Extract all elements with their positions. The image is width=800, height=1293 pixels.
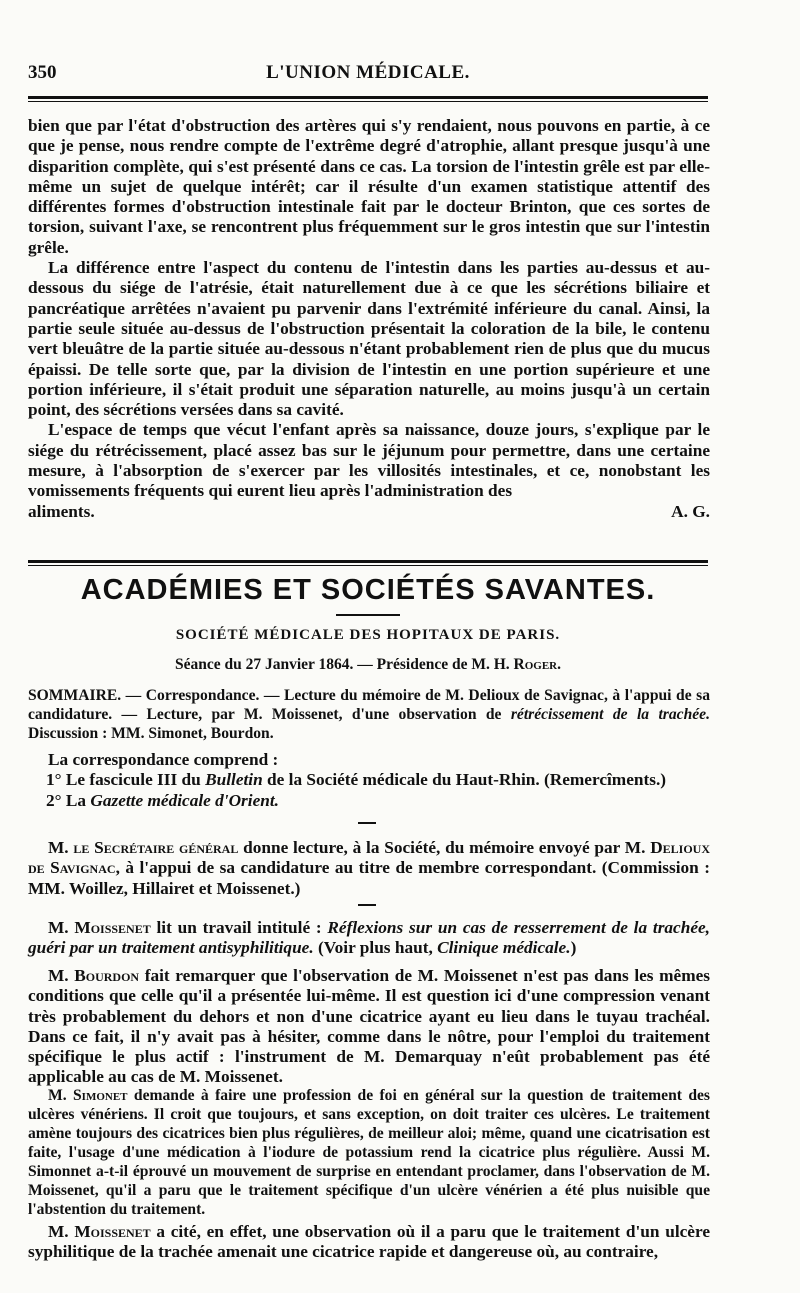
seance-line bbox=[28, 656, 708, 674]
correspondance-item-2 bbox=[28, 791, 710, 811]
sommaire-text-b: Discussion : MM. Simonet, Bourdon. bbox=[28, 725, 274, 742]
item2-italic: Gazette médicale d'Orient. bbox=[90, 790, 279, 810]
seance-president: Roger. bbox=[513, 656, 561, 673]
correspondance bbox=[28, 750, 710, 811]
item1-italic: Bulletin bbox=[205, 770, 263, 790]
sommaire-italic: rétrécissement de la trachée. bbox=[510, 706, 710, 723]
seance-text: Séance du 27 Janvier 1864. — Présidence de M. H. bbox=[174, 656, 514, 673]
bourdon-lead: M. Bourdon bbox=[48, 966, 140, 985]
moissenet-paragraph bbox=[28, 918, 710, 959]
section-rule-top bbox=[28, 560, 708, 563]
sommaire-label: SOMMAIRE. bbox=[28, 687, 122, 704]
journal-title: L'UNION MÉDICALE. bbox=[266, 62, 470, 83]
sommaire-text-a: — Correspondance. — Lecture du mémoire de M. Delioux de Savignac, à l'appui de sa candidature. — Lecture, par M. Moissenet, d'une observation de bbox=[28, 687, 710, 723]
moissenet-italic-2: Clinique médicale. bbox=[437, 938, 571, 958]
separator-dash-1 bbox=[358, 822, 376, 824]
simonet-paragraph bbox=[28, 1086, 710, 1219]
secretaire-lead: M. le Secrétaire général bbox=[48, 838, 239, 857]
item1-text-a: 1° Le fascicule III du bbox=[46, 770, 206, 790]
society-heading: SOCIÉTÉ MÉDICALE DES HOPITAUX DE PARIS. bbox=[175, 627, 561, 643]
bourdon-text: fait remarquer que l'observation de M. Moissenet n'est pas dans les mêmes conditions que celle qu'il a présentée lui-même. Il est question ici d'une compression venant très probablement du dehors et non d'une cicatrice ayant eu lieu dans le tuyau trachéal. Dans ce fait, il n'y avait pas à hésiter, comme dans le nôtre, pour l'emploi du traitement spécifique le plus actif : l'instrument de M. Demarquay n'eût probablement pas été applicable au cas de M. Moissenet. bbox=[28, 966, 710, 1087]
section-title-rule bbox=[336, 614, 400, 616]
moissenet-lead: M. Moissenet bbox=[48, 918, 151, 937]
header-rule bbox=[28, 96, 708, 99]
moissenet-reply-paragraph bbox=[28, 1222, 710, 1263]
simonet-lead: M. Simonet bbox=[48, 1087, 128, 1104]
moissenet-reply-text: a cité, en effet, une observation où il a paru que le traitement d'un ulcère syphilitique de la trachée amenait une cicatrice rapide et dangereuse où, au contraire, bbox=[28, 1222, 710, 1262]
bourdon-paragraph bbox=[28, 966, 710, 1088]
section-rule-top-thin bbox=[28, 565, 708, 566]
simonet-text: demande à faire une profession de foi en général sur la question de traitement des ulcères vénériens. Il croit que toujours, et sans exception, on doit traiter ces ulcères. Le traitement amène toujours des cicatrices bien plus régulières, de meilleur aloi; même, quand une cicatrisation est faite, l'usage d'une médication à l'iodure de potassium rend la cicatrice plus régulière. Aussi M. Simonnet a-t-il éprouvé un mouvement de surprise en entendant proclamer, dans l'observation de M. Moissenet, qu'il a paru que le traitement spécifique d'un ulcère vénérien a été plus nuisible que l'abstention du traitement. bbox=[28, 1087, 710, 1218]
item2-text-a: 2° La bbox=[46, 790, 91, 810]
article-paragraph-3-end: aliments. bbox=[28, 501, 95, 521]
secretaire-text-a: donne lecture, à la Société, du mémoire envoyé par M. bbox=[238, 838, 651, 857]
article-paragraph-3: L'espace de temps que vécut l'enfant après sa naissance, douze jours, s'explique par le siége du rétrécissement, placé assez bas sur le jéjunum pour permettre, dans une certaine mesure, à l'absorption de s'exercer par les villosités intestinales, et ce, nonobstant les vomissements fréquents qui eurent lieu après l'administration des bbox=[28, 420, 710, 501]
secretaire-name: Delioux de Savignac bbox=[28, 838, 711, 878]
moissenet-italic: Réflexions sur un cas de resserrement de la trachée, guéri par un traitement antisyphilitique. bbox=[28, 918, 710, 958]
moissenet-reply-lead: M. Moissenet bbox=[48, 1222, 151, 1241]
running-head bbox=[28, 62, 708, 92]
article-paragraph-1: bien que par l'état d'obstruction des artères qui s'y rendaient, nous pouvons en partie, à ce que je pense, nous rendre compte de l'extrême degré d'atrophie, allant presque jusqu'à une disparition complète, qui s'est présenté dans ce cas. La torsion de l'intestin grêle est par elle-même un sujet de quelque intérêt; car il résulte d'un examen statistique attentif des différentes formes d'obstruction intestinale fait par le docteur Brinton, que ces sortes de torsion, suivant l'axe, se rencontrent plus fréquemment sur le gros intestin que sur l'intestin grêle. bbox=[28, 116, 710, 257]
header-rule-thin bbox=[28, 101, 708, 102]
correspondance-item-1 bbox=[28, 770, 710, 790]
correspondance-intro: La correspondance comprend : bbox=[48, 750, 279, 769]
separator-dash-2 bbox=[358, 904, 376, 906]
article-end-line bbox=[28, 502, 710, 522]
moissenet-text-c: ) bbox=[570, 938, 577, 958]
section-title: ACADÉMIES ET SOCIÉTÉS SAVANTES. bbox=[80, 574, 656, 606]
secretaire-text-b: , à l'appui de sa candidature au titre de membre correspondant. (Commission : MM. Woillez, Hillairet et Moissenet.) bbox=[28, 858, 711, 898]
item1-text-b: de la Société médicale du Haut-Rhin. (Remercîments.) bbox=[262, 770, 667, 790]
page-number: 350 bbox=[28, 62, 57, 83]
article-signature: A. G. bbox=[671, 501, 710, 521]
moissenet-text-b: (Voir plus haut, bbox=[313, 938, 438, 958]
secretaire-paragraph bbox=[28, 838, 710, 899]
moissenet-text-a: lit un travail intitulé : bbox=[150, 918, 328, 937]
article-paragraph-2: La différence entre l'aspect du contenu de l'intestin dans les parties au-dessus et au-dessous du siége de l'atrésie, était naturellement due à ce que les sécrétions biliaire et pancréatique arrêtées n'avaient pu parvenir dans l'extrémité inférieure du canal. Ainsi, la partie seule située au-dessus de l'obstruction présentait la coloration de la bile, le contenu vert bleuâtre de la partie située au-dessous n'étant probablement rien de plus que du mucus épaissi. De telle sorte que, par la division de l'intestin en une portion supérieure et une portion inférieure, il s'était produit une séparation naturelle, au moins jusqu'à un certain point, des sécrétions versées dans sa cavité. bbox=[28, 258, 710, 420]
sommaire bbox=[28, 686, 710, 743]
article-continuation bbox=[28, 116, 710, 522]
